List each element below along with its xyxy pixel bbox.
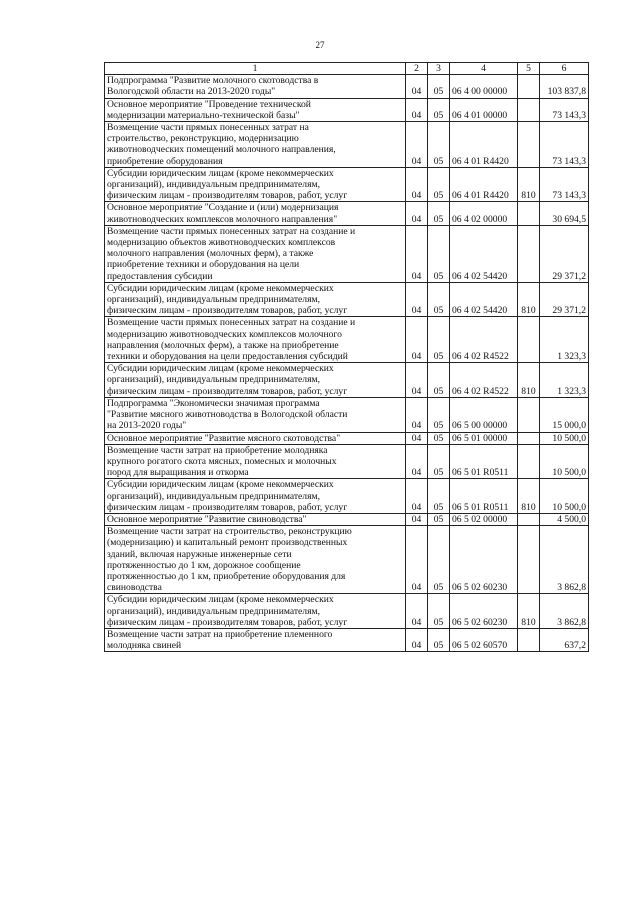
description-cell bbox=[105, 98, 406, 121]
description-line: приобретение техники и оборудования на цели bbox=[107, 259, 300, 271]
amount-cell: 29 371,2 bbox=[540, 282, 589, 317]
description-line: Основное мероприятие "Проведение технической bbox=[107, 98, 311, 110]
subsection-code-cell: 05 bbox=[428, 202, 450, 225]
table-row bbox=[105, 225, 589, 282]
target-article-cell: 06 4 01 R4420 bbox=[450, 122, 518, 168]
section-code-cell: 04 bbox=[406, 98, 428, 121]
description-line: молочного направления (молочных ферм), а также bbox=[107, 248, 314, 260]
target-article-cell: 06 4 02 R4522 bbox=[450, 317, 518, 363]
description-line: Возмещение части затрат на приобретение племенного bbox=[107, 628, 333, 640]
subsection-code-cell: 05 bbox=[428, 479, 450, 514]
description-line: модернизации материально-технической базы" bbox=[107, 109, 300, 121]
description-cell bbox=[105, 397, 406, 432]
subsection-code-cell: 05 bbox=[428, 526, 450, 594]
description-line: Основное мероприятие "Развитие мясного скотоводства" bbox=[107, 432, 341, 444]
section-code-cell: 04 bbox=[406, 432, 428, 444]
expense-type-cell: 810 bbox=[518, 479, 540, 514]
subsection-code-cell: 05 bbox=[428, 282, 450, 317]
subsection-code-cell: 05 bbox=[428, 122, 450, 168]
description-cell bbox=[105, 479, 406, 514]
page-number: 27 bbox=[315, 40, 325, 50]
description-line: организаций), индивидуальным предпринимателям, bbox=[107, 605, 320, 617]
description-line: (модернизацию) и капитальный ремонт производственных bbox=[107, 537, 348, 549]
description-line: протяженностью до 1 км, дорожное сообщение bbox=[107, 559, 301, 571]
expense-type-cell bbox=[518, 444, 540, 479]
amount-cell: 15 000,0 bbox=[540, 397, 589, 432]
description-line: физическим лицам - производителям товаров, работ, услуг bbox=[107, 385, 348, 397]
description-line: организаций), индивидуальным предпринимателям, bbox=[107, 294, 320, 306]
description-cell bbox=[105, 75, 406, 98]
description-line: на 2013-2020 годы" bbox=[107, 420, 187, 432]
description-cell bbox=[105, 167, 406, 202]
section-code-cell: 04 bbox=[406, 167, 428, 202]
column-header: 5 bbox=[518, 63, 540, 75]
table-row bbox=[105, 363, 589, 398]
target-article-cell: 06 4 02 00000 bbox=[450, 202, 518, 225]
target-article-cell: 06 5 02 60230 bbox=[450, 594, 518, 629]
description-line: организаций), индивидуальным предпринимателям, bbox=[107, 490, 320, 502]
expense-type-cell bbox=[518, 202, 540, 225]
description-line: Возмещение части прямых понесенных затрат на создание и bbox=[107, 225, 356, 237]
description-cell bbox=[105, 282, 406, 317]
description-cell bbox=[105, 513, 406, 525]
amount-cell: 10 500,0 bbox=[540, 479, 589, 514]
description-line: модернизацию объектов животноводческих комплексов bbox=[107, 237, 336, 249]
description-line: техники и оборудования на цели предоставления субсидий bbox=[107, 351, 348, 363]
amount-cell: 30 694,5 bbox=[540, 202, 589, 225]
description-line: строительство, реконструкцию, модернизацию bbox=[107, 133, 299, 145]
target-article-cell: 06 5 02 00000 bbox=[450, 513, 518, 525]
description-line: животноводческих помещений молочного направления, bbox=[107, 144, 336, 156]
description-line: Вологодской области на 2013-2020 годы" bbox=[107, 86, 276, 98]
description-cell bbox=[105, 363, 406, 398]
table-row bbox=[105, 98, 589, 121]
section-code-cell: 04 bbox=[406, 628, 428, 651]
section-code-cell: 04 bbox=[406, 225, 428, 282]
expense-type-cell bbox=[518, 98, 540, 121]
description-line: Возмещение части затрат на строительство, реконструкцию bbox=[107, 526, 352, 538]
table-row bbox=[105, 444, 589, 479]
amount-cell: 73 143,3 bbox=[540, 167, 589, 202]
description-line: направления (молочных ферм), а также на приобретение bbox=[107, 339, 339, 351]
amount-cell: 73 143,3 bbox=[540, 98, 589, 121]
section-code-cell: 04 bbox=[406, 513, 428, 525]
table-row bbox=[105, 167, 589, 202]
description-cell bbox=[105, 122, 406, 168]
column-header: 4 bbox=[450, 63, 518, 75]
target-article-cell: 06 5 00 00000 bbox=[450, 397, 518, 432]
description-line: физическим лицам - производителям товаров, работ, услуг bbox=[107, 616, 348, 628]
table-row bbox=[105, 594, 589, 629]
description-line: Подпрограмма "Развитие молочного скотоводства в bbox=[107, 75, 319, 87]
table-row bbox=[105, 479, 589, 514]
subsection-code-cell: 05 bbox=[428, 513, 450, 525]
amount-cell: 1 323,3 bbox=[540, 317, 589, 363]
description-line: организаций), индивидуальным предпринимателям, bbox=[107, 374, 320, 386]
description-line: Возмещение части затрат на приобретение молодняка bbox=[107, 444, 328, 456]
description-line: протяженностью до 1 км, приобретение оборудования для bbox=[107, 570, 346, 582]
amount-cell: 3 862,8 bbox=[540, 594, 589, 629]
description-cell bbox=[105, 202, 406, 225]
description-line: пород для выращивания и откорма bbox=[107, 467, 249, 479]
table-row bbox=[105, 282, 589, 317]
subsection-code-cell: 05 bbox=[428, 363, 450, 398]
table-row bbox=[105, 397, 589, 432]
section-code-cell: 04 bbox=[406, 444, 428, 479]
expense-type-cell bbox=[518, 526, 540, 594]
section-code-cell: 04 bbox=[406, 363, 428, 398]
target-article-cell: 06 5 01 R0511 bbox=[450, 479, 518, 514]
table-row bbox=[105, 513, 589, 525]
column-header: 6 bbox=[540, 63, 589, 75]
description-line: Субсидии юридическим лицам (кроме некоммерческих bbox=[107, 594, 334, 606]
expense-type-cell bbox=[518, 513, 540, 525]
amount-cell: 3 862,8 bbox=[540, 526, 589, 594]
description-cell bbox=[105, 526, 406, 594]
amount-cell: 1 323,3 bbox=[540, 363, 589, 398]
table-row bbox=[105, 628, 589, 651]
description-cell bbox=[105, 225, 406, 282]
amount-cell: 10 500,0 bbox=[540, 432, 589, 444]
expense-type-cell: 810 bbox=[518, 363, 540, 398]
expense-type-cell bbox=[518, 317, 540, 363]
amount-cell: 4 500,0 bbox=[540, 513, 589, 525]
description-line: Субсидии юридическим лицам (кроме некоммерческих bbox=[107, 282, 334, 294]
description-line: "Развитие мясного животноводства в Вологодской области bbox=[107, 409, 348, 421]
description-line: физическим лицам - производителям товаров, работ, услуг bbox=[107, 305, 348, 317]
table-header-row bbox=[105, 63, 589, 75]
subsection-code-cell: 05 bbox=[428, 317, 450, 363]
target-article-cell: 06 5 02 60570 bbox=[450, 628, 518, 651]
expense-type-cell bbox=[518, 225, 540, 282]
description-cell bbox=[105, 594, 406, 629]
expense-type-cell bbox=[518, 122, 540, 168]
section-code-cell: 04 bbox=[406, 75, 428, 98]
description-line: организаций), индивидуальным предпринимателям, bbox=[107, 179, 320, 191]
section-code-cell: 04 bbox=[406, 479, 428, 514]
description-line: Подпрограмма "Экономически значимая программа bbox=[107, 397, 320, 409]
section-code-cell: 04 bbox=[406, 282, 428, 317]
description-line: свиноводства bbox=[107, 582, 162, 594]
table-row bbox=[105, 202, 589, 225]
subsection-code-cell: 05 bbox=[428, 628, 450, 651]
subsection-code-cell: 05 bbox=[428, 594, 450, 629]
section-code-cell: 04 bbox=[406, 526, 428, 594]
amount-cell: 10 500,0 bbox=[540, 444, 589, 479]
expense-type-cell: 810 bbox=[518, 594, 540, 629]
description-line: молодняка свиней bbox=[107, 640, 182, 652]
table-row bbox=[105, 432, 589, 444]
expense-type-cell bbox=[518, 628, 540, 651]
section-code-cell: 04 bbox=[406, 122, 428, 168]
description-line: приобретение оборудования bbox=[107, 155, 223, 167]
column-header: 1 bbox=[105, 63, 406, 75]
description-line: Основное мероприятие "Создание и (или) модернизация bbox=[107, 202, 339, 214]
section-code-cell: 04 bbox=[406, 594, 428, 629]
budget-table bbox=[104, 62, 589, 652]
target-article-cell: 06 4 02 54420 bbox=[450, 282, 518, 317]
amount-cell: 29 371,2 bbox=[540, 225, 589, 282]
table-row bbox=[105, 526, 589, 594]
description-line: крупного рогатого скота мясных, помесных и молочных bbox=[107, 455, 337, 467]
subsection-code-cell: 05 bbox=[428, 75, 450, 98]
description-cell bbox=[105, 444, 406, 479]
table-row bbox=[105, 75, 589, 98]
table-row bbox=[105, 317, 589, 363]
expense-type-cell: 810 bbox=[518, 282, 540, 317]
description-line: Субсидии юридическим лицам (кроме некоммерческих bbox=[107, 479, 334, 491]
expense-type-cell: 810 bbox=[518, 167, 540, 202]
description-line: Возмещение части прямых понесенных затрат на создание и bbox=[107, 317, 356, 329]
description-line: Субсидии юридическим лицам (кроме некоммерческих bbox=[107, 167, 334, 179]
target-article-cell: 06 5 01 00000 bbox=[450, 432, 518, 444]
subsection-code-cell: 05 bbox=[428, 98, 450, 121]
description-cell bbox=[105, 628, 406, 651]
subsection-code-cell: 05 bbox=[428, 432, 450, 444]
description-line: животноводческих комплексов молочного направления" bbox=[107, 213, 338, 225]
description-line: физическим лицам - производителям товаров, работ, услуг bbox=[107, 501, 348, 513]
description-line: зданий, включая наружные инженерные сети bbox=[107, 548, 292, 560]
target-article-cell: 06 4 02 R4522 bbox=[450, 363, 518, 398]
amount-cell: 73 143,3 bbox=[540, 122, 589, 168]
subsection-code-cell: 05 bbox=[428, 225, 450, 282]
description-line: физическим лицам - производителям товаров, работ, услуг bbox=[107, 190, 348, 202]
description-line: Субсидии юридическим лицам (кроме некоммерческих bbox=[107, 363, 334, 375]
amount-cell: 637,2 bbox=[540, 628, 589, 651]
description-line: Возмещение части прямых понесенных затрат на bbox=[107, 122, 309, 134]
amount-cell: 103 837,8 bbox=[540, 75, 589, 98]
target-article-cell: 06 5 02 60230 bbox=[450, 526, 518, 594]
expense-type-cell bbox=[518, 432, 540, 444]
subsection-code-cell: 05 bbox=[428, 397, 450, 432]
target-article-cell: 06 4 01 00000 bbox=[450, 98, 518, 121]
description-line: Основное мероприятие "Развитие свиноводства" bbox=[107, 513, 307, 525]
description-cell bbox=[105, 317, 406, 363]
target-article-cell: 06 5 01 R0511 bbox=[450, 444, 518, 479]
target-article-cell: 06 4 01 R4420 bbox=[450, 167, 518, 202]
description-line: модернизацию животноводческих комплексов молочного bbox=[107, 328, 342, 340]
column-header: 3 bbox=[428, 63, 450, 75]
section-code-cell: 04 bbox=[406, 202, 428, 225]
description-line: предоставления субсидии bbox=[107, 270, 213, 282]
subsection-code-cell: 05 bbox=[428, 444, 450, 479]
expense-type-cell bbox=[518, 397, 540, 432]
section-code-cell: 04 bbox=[406, 317, 428, 363]
subsection-code-cell: 05 bbox=[428, 167, 450, 202]
section-code-cell: 04 bbox=[406, 397, 428, 432]
table-row bbox=[105, 122, 589, 168]
description-cell bbox=[105, 432, 406, 444]
column-header: 2 bbox=[406, 63, 428, 75]
target-article-cell: 06 4 00 00000 bbox=[450, 75, 518, 98]
target-article-cell: 06 4 02 54420 bbox=[450, 225, 518, 282]
expense-type-cell bbox=[518, 75, 540, 98]
